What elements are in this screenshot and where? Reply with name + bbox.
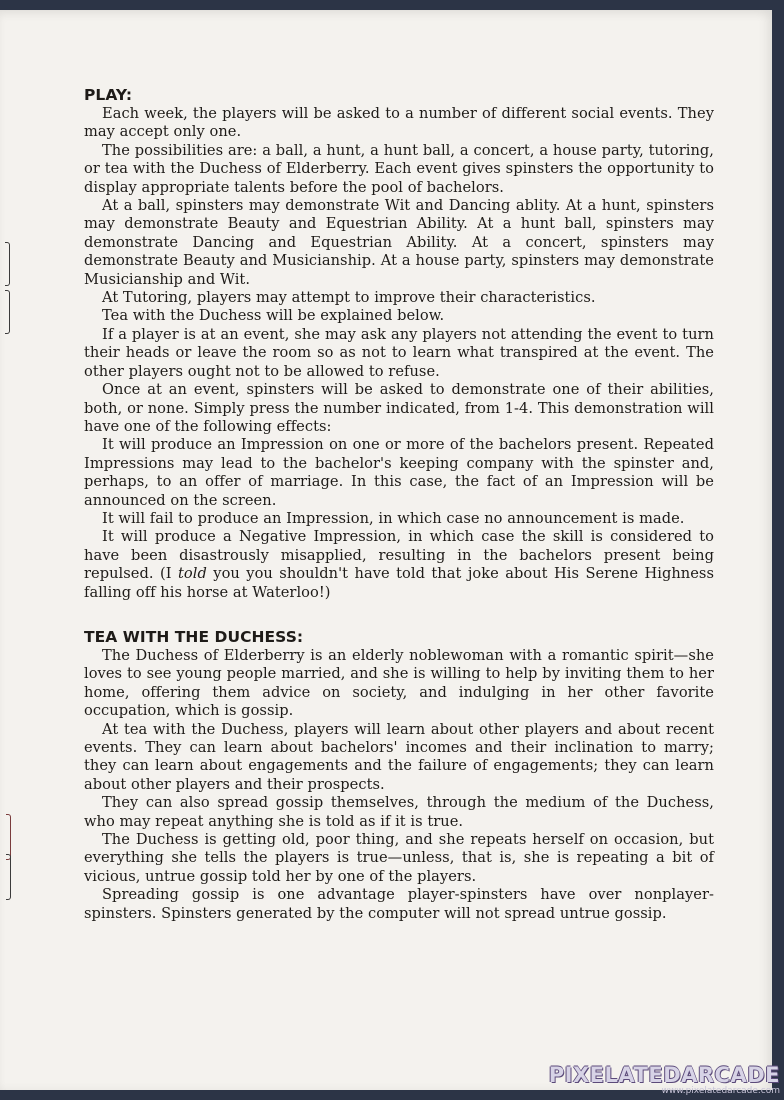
staple-mark bbox=[5, 290, 10, 334]
paragraph: They can also spread gossip themselves, through the medium of the Duchess, who may repeat anything she is told as if it is true. bbox=[84, 794, 714, 830]
paragraph: If a player is at an event, she may ask any players not attending the event to turn their heads or leave the room so as not to learn what transpired at the event. The other players ought not to be allowed to refuse. bbox=[84, 325, 714, 380]
paragraph-text: It will produce a Negative Impression, in which case the skill is considered to have been disastrously misapplied, resulting in the bachelors present being repulsed. (I bbox=[84, 528, 714, 583]
paragraph: At Tutoring, players may attempt to improve their characteristics. bbox=[102, 289, 596, 307]
manual-page-sheet bbox=[0, 10, 772, 1090]
emphasis-text: told bbox=[177, 565, 207, 583]
watermark-url: www.pixelatedarcade.com bbox=[661, 1086, 780, 1096]
negative-impression-paragraph bbox=[84, 528, 714, 602]
paragraph-text: you you shouldn't have told that joke about His Serene Highness falling off his horse at Waterloo!) bbox=[84, 565, 714, 601]
manual-text-column bbox=[84, 86, 714, 923]
play-heading: PLAY: bbox=[84, 86, 133, 104]
paragraph: Spreading gossip is one advantage player-spinsters have over nonplayer-spinsters. Spinsters generated by the computer will not spread untrue gossip. bbox=[84, 886, 714, 922]
paragraph: It will produce an Impression on one or more of the bachelors present. Repeated Impressions may lead to the bachelor's keeping company with the spinster and, perhaps, to an offer of marriage. In this case, the fact of an Impression will be announced on the screen. bbox=[84, 436, 714, 509]
paragraph: The possibilities are: a ball, a hunt, a hunt ball, a concert, a house party, tutoring, or tea with the Duchess of Elderberry. Each event gives spinsters the opportunity to display appropriate talents before the pool of bachelors. bbox=[84, 141, 714, 196]
paragraph: Tea with the Duchess will be explained below. bbox=[102, 307, 445, 325]
watermark-title: PIXELATEDARCADE bbox=[548, 1063, 780, 1087]
watermark bbox=[549, 1064, 780, 1096]
paragraph: Once at an event, spinsters will be asked to demonstrate one of their abilities, both, or none. Simply press the number indicated, from 1-4. This demonstration will have one of the following effects: bbox=[84, 381, 714, 435]
paragraph: Each week, the players will be asked to a number of different social events. They may accept only one. bbox=[84, 105, 714, 141]
paragraph: It will fail to produce an Impression, in which case no announcement is made. bbox=[102, 509, 685, 527]
paragraph: The Duchess is getting old, poor thing, and she repeats herself on occasion, but everything she tells the players is true—unless, that is, she is repeating a bit of vicious, untrue gossip told her by one of the players. bbox=[84, 831, 714, 885]
tea-heading: TEA WITH THE DUCHESS: bbox=[84, 627, 304, 646]
paragraph: At a ball, spinsters may demonstrate Wit and Dancing ablity. At a hunt, spinsters may demonstrate Beauty and Equestrian Ability. At a hunt ball, spinsters may demonstrate Dancing and Equestrian Ability. At a concert, spinsters may demonstrate Beauty and Musicianship. At a house party, spinsters may demonstrate Musicianship and Wit. bbox=[84, 197, 714, 288]
paragraph: At tea with the Duchess, players will learn about other players and about recent events. They can learn about bachelors' incomes and their inclination to marry; they can learn about engagements and the failure of engagements; they can learn about other players and their prospects. bbox=[84, 720, 714, 793]
paragraph: The Duchess of Elderberry is an elderly noblewoman with a romantic spirit—she loves to see young people married, and she is willing to help by inviting them to her home, offering them advice on society, and indulging in her other favorite occupation, which is gossip. bbox=[84, 646, 714, 720]
staple-mark bbox=[5, 242, 10, 286]
staple-mark bbox=[6, 854, 11, 900]
